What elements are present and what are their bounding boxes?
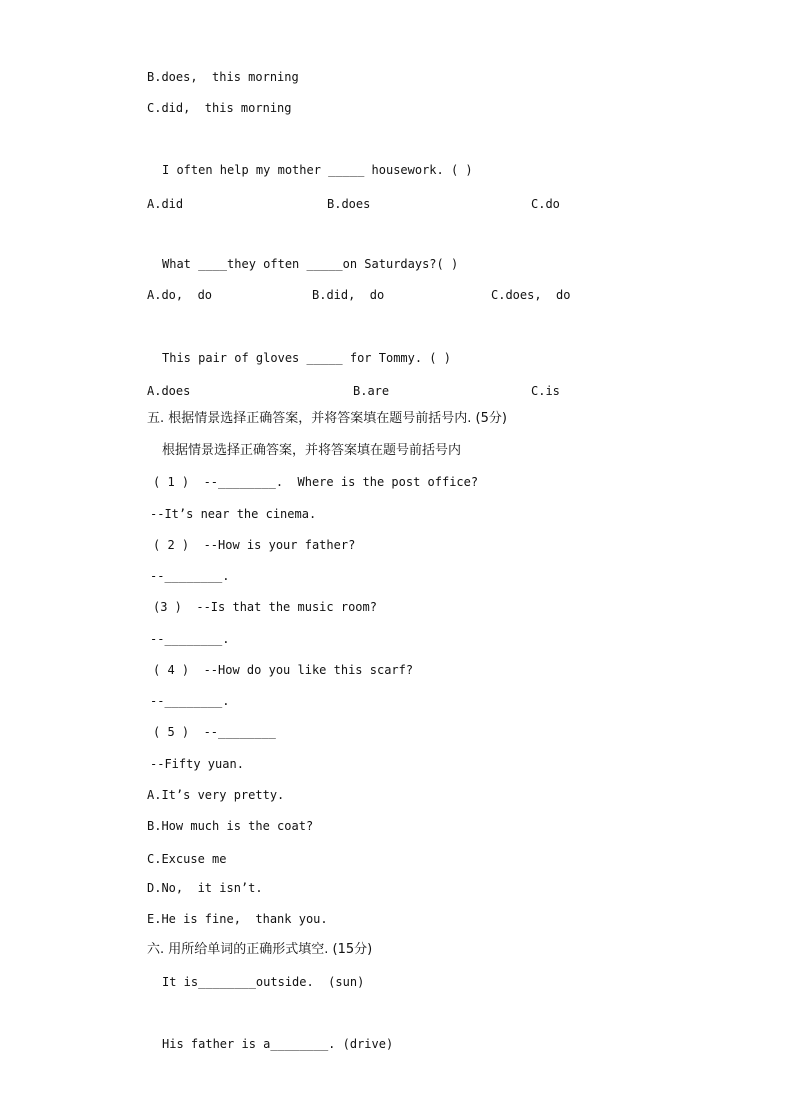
option-a: A.did (147, 197, 184, 211)
section-5-title: 五. 根据情景选择正确答案，并将答案填在题号前括号内. (5分) (147, 411, 507, 426)
prev-option-c: C.did, this morning (147, 101, 292, 115)
dialog-line: --________. (150, 694, 230, 708)
dialog-line: ( 4 ) --How do you like this scarf? (153, 663, 414, 677)
dialog-line: ( 2 ) --How is your father? (153, 538, 356, 552)
prev-option-b: B.does, this morning (147, 70, 299, 84)
dialog-line: --Fifty yuan. (150, 757, 244, 771)
option-b: B.are (353, 384, 390, 398)
dialog-line: --It’s near the cinema. (150, 507, 317, 521)
question-stem: This pair of gloves _____ for Tommy. ( ) (162, 351, 451, 365)
choice-b: B.How much is the coat? (147, 819, 314, 833)
dialog-line: --________. (150, 569, 230, 583)
choice-c: C.Excuse me (147, 852, 227, 866)
dialog-line: (3 ) --Is that the music room? (153, 600, 377, 614)
choice-d: D.No, it isn’t. (147, 881, 263, 895)
dialog-line: ( 1 ) --________. Where is the post office? (153, 475, 479, 489)
fill-item: It is________outside. (sun) (162, 975, 365, 989)
question-stem: I often help my mother _____ housework. ( ) (162, 163, 473, 177)
fill-item: His father is a________. (drive) (162, 1037, 394, 1051)
question-stem: What ____they often _____on Saturdays?( ) (162, 257, 459, 271)
choice-a: A.It’s very pretty. (147, 788, 285, 802)
section-5-instruction: 根据情景选择正确答案，并将答案填在题号前括号内 (162, 443, 462, 458)
option-a: A.does (147, 384, 191, 398)
option-c: C.does, do (491, 288, 571, 302)
option-c: C.is (531, 384, 560, 398)
option-b: B.does (327, 197, 371, 211)
dialog-line: ( 5 ) --________ (153, 725, 276, 739)
option-a: A.do, do (147, 288, 213, 302)
option-c: C.do (531, 197, 560, 211)
dialog-line: --________. (150, 632, 230, 646)
choice-e: E.He is fine, thank you. (147, 912, 328, 926)
option-b: B.did, do (312, 288, 385, 302)
section-6-title: 六. 用所给单词的正确形式填空. (15分) (147, 942, 373, 957)
